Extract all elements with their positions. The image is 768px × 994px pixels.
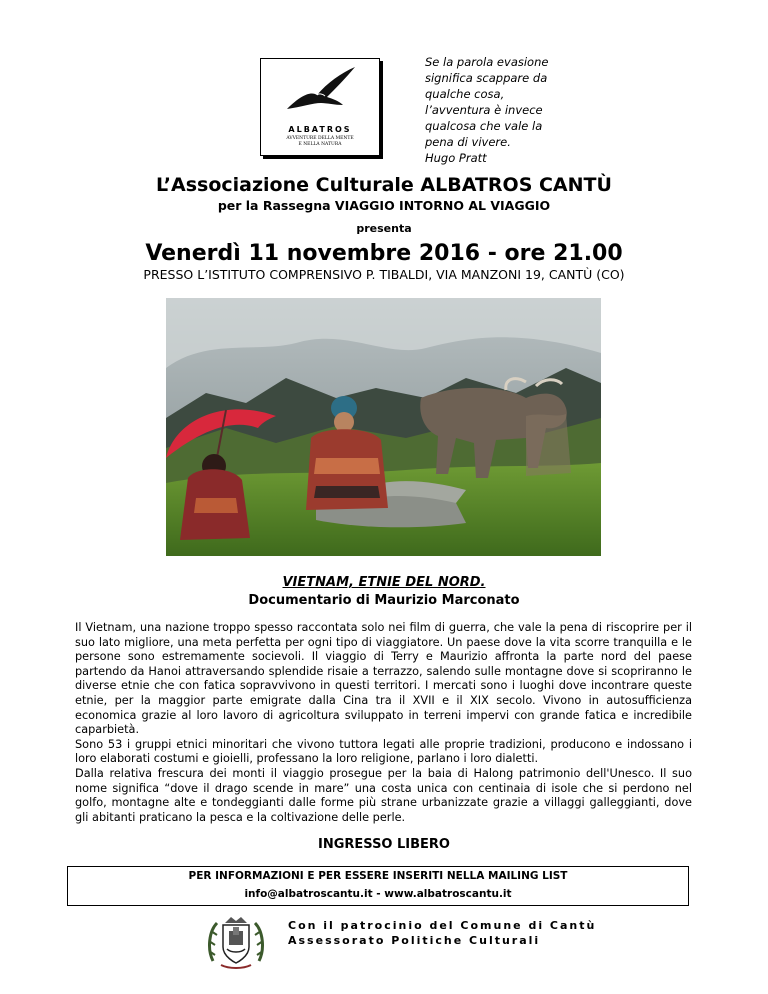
hugo-pratt-quote xyxy=(425,54,595,166)
info-heading: PER INFORMAZIONI E PER ESSERE INSERITI NELLA MAILING LIST xyxy=(188,870,568,882)
patronage-line: Assessorato Politiche Culturali xyxy=(288,934,541,947)
event-date: Venerdì 11 novembre 2016 - ore 21.00 xyxy=(145,241,623,266)
description xyxy=(75,621,692,825)
comune-crest-icon xyxy=(205,915,267,971)
description-paragraph: Il Vietnam, una nazione troppo spesso raccontata solo nei film di guerra, che vale la pena di riscoprire per il suo lato migliore, una meta perfetta per ogni tipo di viaggiatore. Un paese dove la vita scorre tranquilla e le persone sono estremamente socievoli. Il viaggio di Terry e Maurizio affronta la parte nord del paese partendo da Hanoi attraversando splendide risaie a terrazzo, salendo sulle montagne dove si scopriranno le diverse etnie che con fatica sopravvivono in questi territori. I mercati sono i luoghi dove incontrare queste etnie, per la maggior parte emigrate dalla Cina tra il XVII e il XIX secolo. Vivono in autosufficienza economica grazie al loro lavoro di agricoltura sviluppato in terreni impervi con grande fatica e incredibile caparbietà. xyxy=(75,621,692,737)
quote-line: pena di vivere. xyxy=(425,135,511,149)
presents-label: presenta xyxy=(356,222,412,235)
albatross-bird-icon xyxy=(283,65,359,123)
admission-label: INGRESSO LIBERO xyxy=(318,837,450,852)
patronage-line: Con il patrocinio del Comune di Cantù xyxy=(288,919,597,932)
description-paragraph: Dalla relativa frescura dei monti il viaggio prosegue per la baia di Halong patrimonio dell'Unesco. Il suo nome significa “dove il drago scende in mare” una costa unica con centinaia di isole che si perdono nel golfo, montagne alte e tondeggianti dalle forme più strane urbanizzate grazie a villaggi galleggianti, dove gli abitanti praticano la pesca e la coltivazione delle perle. xyxy=(75,766,692,824)
logo-name: ALBATROS xyxy=(288,125,352,134)
quote-author: Hugo Pratt xyxy=(425,151,487,165)
organization-title: L’Associazione Culturale ALBATROS CANTÙ xyxy=(156,174,612,196)
logo-tagline: AVVENTURE DELLA MENTE E NELLA NATURA xyxy=(286,136,354,147)
documentary-author: Documentario di Maurizio Marconato xyxy=(248,593,520,608)
series-subtitle: per la Rassegna VIAGGIO INTORNO AL VIAGGIO xyxy=(217,198,551,213)
quote-line: l’avventura è invece xyxy=(425,103,543,117)
quote-line: qualcosa che vale la xyxy=(425,119,543,133)
quote-line: qualche cosa, xyxy=(425,87,505,101)
quote-line: significa scappare da xyxy=(425,71,548,85)
info-box xyxy=(67,866,689,906)
patronage xyxy=(288,918,596,948)
contact-links[interactable]: info@albatroscantu.it - www.albatroscantu.it xyxy=(244,888,512,900)
albatros-logo xyxy=(260,58,380,156)
description-paragraph: Sono 53 i gruppi etnici minoritari che vivono tuttora legati alle proprie tradizioni, producono e indossano i loro elaborati costumi e gioielli, professano la loro religione, parlano i loro dialetti. xyxy=(75,737,692,766)
quote-line: Se la parola evasione xyxy=(425,55,549,69)
vietnam-photo xyxy=(166,298,601,556)
event-venue: PRESSO L’ISTITUTO COMPRENSIVO P. TIBALDI, VIA MANZONI 19, CANTÙ (CO) xyxy=(143,267,625,282)
documentary-title: VIETNAM, ETNIE DEL NORD. xyxy=(282,575,486,590)
